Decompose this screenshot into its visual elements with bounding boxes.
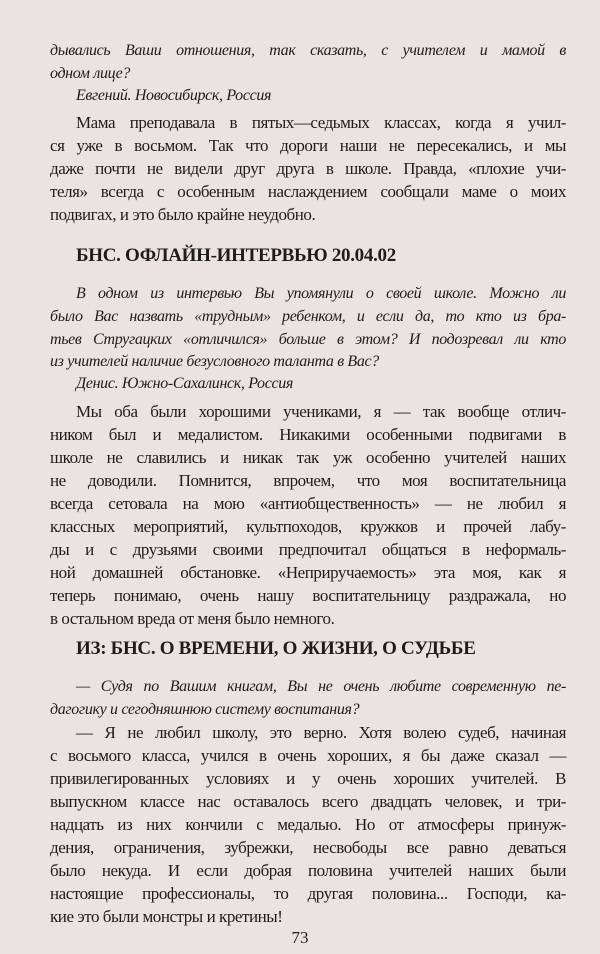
answer-line: настоящие профессионалы, то другая половина... Господи, ка- [50,884,566,903]
answer-line: всегда сетовала на мою «антиобщественность» — не любил я [50,494,566,513]
answer-line: надцать из них кончили с медалью. Но от атмосферы принуж- [50,815,566,834]
answer-line: теперь понимаю, очень нашу воспитательницу раздражала, но [50,586,566,605]
answer-line: школе не славились и никак так уж особенно учителей наших [50,448,566,467]
answer-line: ником был и медалистом. Никакими особенными подвигами в [50,425,566,444]
answer-line: даже почти не видели друг друга в школе. Правда, «плохие учи- [50,159,566,178]
answer-line: было некуда. И если добрая половина учителей наших были [50,861,566,880]
answer-line: Мама преподавала в пятых—седьмых классах, когда я учил- [76,113,566,132]
answer-line: подвигах, и это было крайне неудобно. [50,205,316,224]
page-number: 73 [291,928,309,947]
answer-line: ды и с друзьями своими предпочитал общаться в неформаль- [50,540,566,559]
answer-line: дения, ограничения, зубрежки, несвободы все равно деваться [50,838,566,857]
question-line: дагогику и сегодняшнюю систему воспитания? [50,701,360,718]
section-heading: БНС. ОФЛАЙН-ИНТЕРВЬЮ 20.04.02 [76,245,396,266]
answer-line: ной домашней обстановке. «Неприручаемость» эта моя, как я [50,563,566,582]
answer-line: не доводили. Помнится, впрочем, что моя воспитательница [50,471,566,490]
question-line: одном лице? [50,65,131,82]
question-author: Денис. Южно-Сахалинск, Россия [76,375,293,392]
question-line: было Вас назвать «трудным» ребенком, и если да, то кто из бра- [50,308,566,325]
question-line: тьев Стругацких «отличился» больше в этом? И подозревал ли кто [50,331,566,348]
section-heading: ИЗ: БНС. О ВРЕМЕНИ, О ЖИЗНИ, О СУДЬБЕ [76,638,476,659]
question-line: дывались Ваши отношения, так сказать, с учителем и мамой в [50,42,566,59]
question-line: В одном из интервью Вы упомянули о своей школе. Можно ли [76,285,566,302]
question-line: — Судя по Вашим книгам, Вы не очень любите современную пе- [76,678,566,695]
answer-line: классных мероприятий, культпоходов, кружков и прочей лабу- [50,517,566,536]
answer-line: выпускном классе нас оставалось всего двадцать человек, и три- [50,792,566,811]
answer-line: Мы оба были хорошими учениками, я — так вообще отлич- [76,402,566,421]
answer-line: теля» всегда с особенным наслаждением сообщали маме о моих [50,182,566,201]
answer-line: привилегированных условиях и у очень хороших учителей. В [50,769,566,788]
answer-line: ся уже в восьмом. Так что дороги наши не пересекались, и мы [50,136,566,155]
answer-line: — Я не любил школу, это верно. Хотя волею судеб, начиная [76,723,566,742]
question-line: из учителей наличие безусловного таланта в Вас? [50,353,379,370]
answer-line: в остальном вреда от меня было немного. [50,609,335,628]
question-author: Евгений. Новосибирск, Россия [76,87,272,104]
answer-line: с восьмого класса, учился в очень хороших, я бы даже сказал — [50,746,566,765]
answer-line: кие это были монстры и кретины! [50,907,283,926]
